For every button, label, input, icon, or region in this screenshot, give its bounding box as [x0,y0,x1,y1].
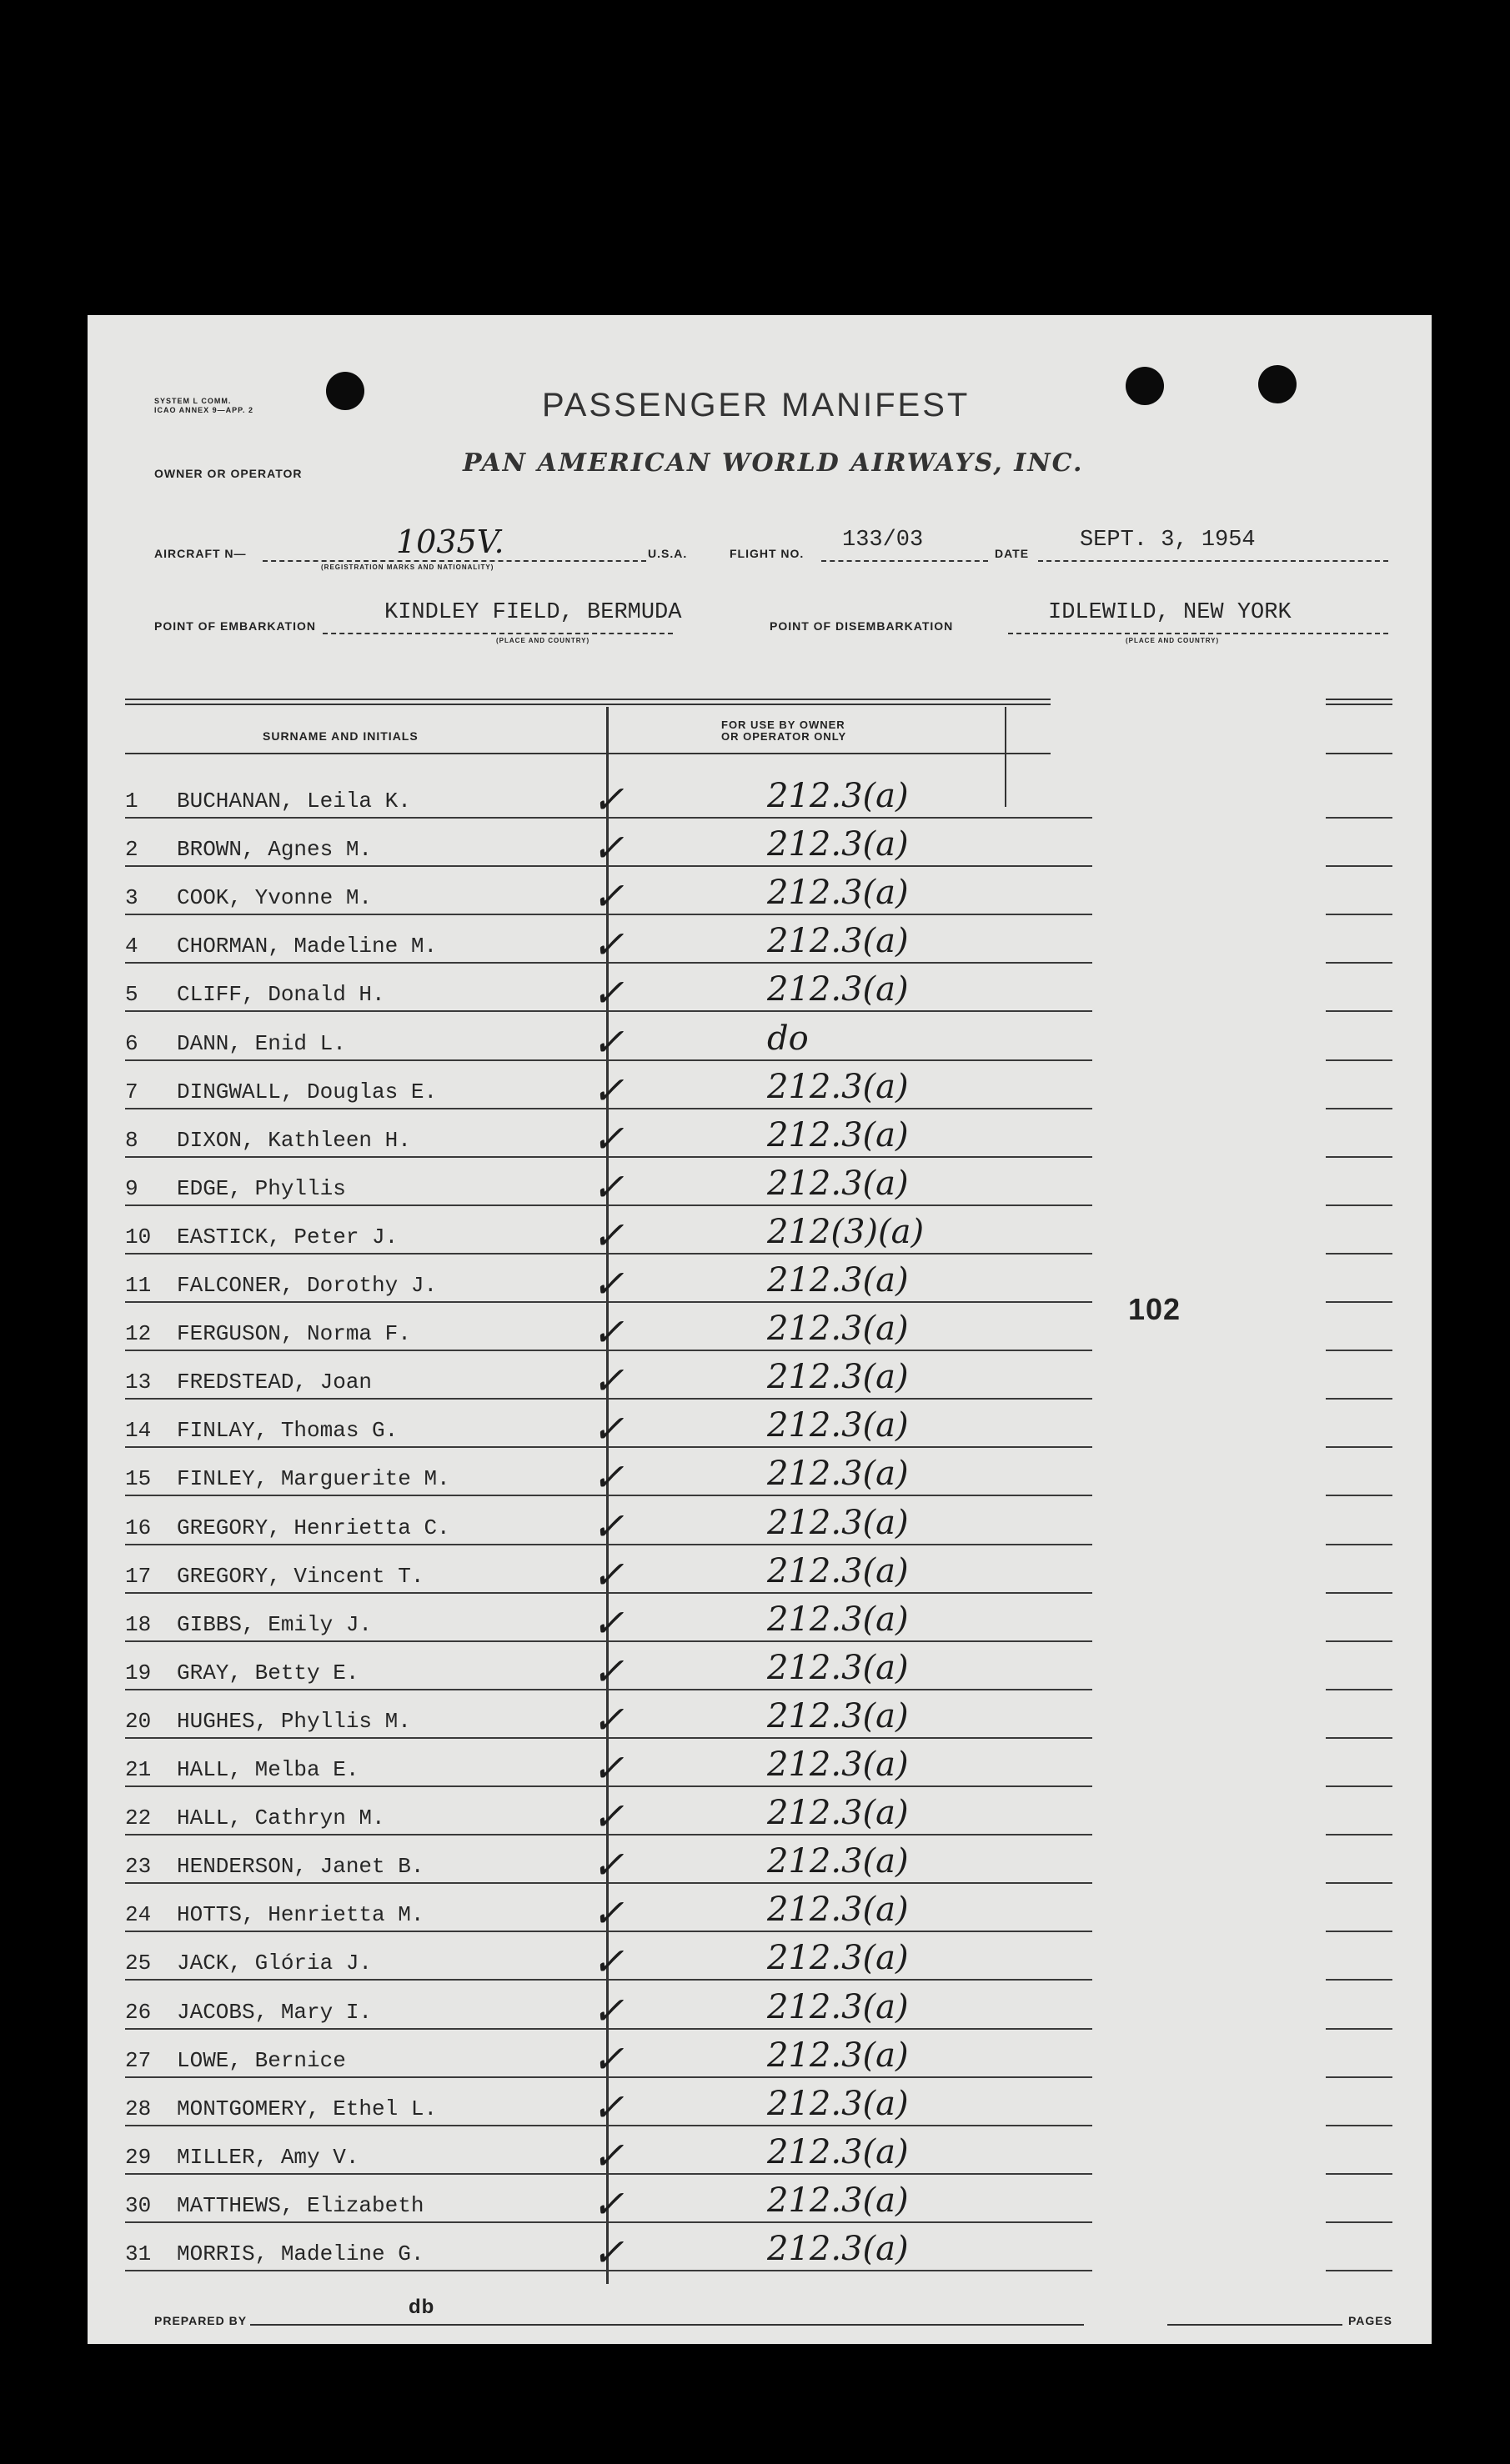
row-rule [125,817,1092,819]
passenger-name: EASTICK, Peter J. [177,1224,399,1250]
operator-code: 212.3(a) [767,2181,909,2220]
passenger-name: DINGWALL, Douglas E. [177,1079,438,1104]
row-number: 1 [125,789,138,814]
right-row-rule [1326,1253,1392,1255]
embark-underline [323,633,673,634]
row-rule [125,1834,1092,1835]
row-number: 23 [125,1854,152,1880]
check-mark-icon: ✓ [592,874,625,919]
date-label: DATE [995,547,1030,560]
check-mark-icon: ✓ [592,2230,625,2275]
row-number: 27 [125,2047,152,2073]
passenger-name: FALCONER, Dorothy J. [177,1273,438,1298]
row-number: 26 [125,1999,152,2025]
passenger-name: HUGHES, Phyllis M. [177,1708,411,1734]
right-row-rule [1326,1785,1392,1787]
col-use-header-line2: OR OPERATOR ONLY [721,730,847,743]
operator-code: 212.3(a) [767,970,909,1009]
row-rule [125,1301,1092,1303]
pages-underline [1167,2324,1342,2326]
date-value: SEPT. 3, 1954 [1080,528,1256,553]
passenger-name: FINLAY, Thomas G. [177,1418,399,1444]
col-names-header: SURNAME AND INITIALS [263,729,419,743]
row-rule [125,1495,1092,1496]
row-number: 29 [125,2144,152,2170]
row-number: 31 [125,2241,152,2266]
punch-hole [326,372,364,410]
check-mark-icon: ✓ [592,1115,625,1161]
row-number: 20 [125,1708,152,1734]
row-number: 19 [125,1660,152,1685]
operator-code: 212.3(a) [767,1987,909,2026]
passenger-name: FINLEY, Marguerite M. [177,1466,450,1492]
right-row-rule [1326,1737,1392,1739]
right-row-rule [1326,1689,1392,1690]
form-reference [154,397,253,415]
col-use-header [721,719,846,743]
row-rule [125,1398,1092,1400]
right-row-rule [1326,1446,1392,1448]
operator-code: 212.3(a) [767,1406,909,1445]
right-row-rule [1326,1350,1392,1351]
check-mark-icon: ✓ [592,1261,625,1306]
passenger-name: GREGORY, Henrietta C. [177,1515,450,1540]
check-mark-icon: ✓ [592,1406,625,1452]
check-mark-icon: ✓ [592,1696,625,1742]
passenger-name: MILLER, Amy V. [177,2144,359,2170]
row-rule [125,865,1092,867]
row-number: 11 [125,1273,152,1298]
passenger-name: JACK, Glória J. [177,1951,373,1976]
row-number: 25 [125,1951,152,1976]
form-ref-line2: ICAO ANNEX 9—APP. 2 [154,406,254,414]
passenger-name: DANN, Enid L. [177,1030,346,1056]
row-number: 21 [125,1757,152,1782]
operator-code: 212.3(a) [767,1891,909,1930]
row-number: 2 [125,837,138,863]
header-rule-top2 [125,704,1051,705]
row-rule [125,2221,1092,2223]
row-number: 10 [125,1224,152,1250]
passenger-name: LOWE, Bernice [177,2047,346,2073]
operator-code: 212.3(a) [767,1648,909,1687]
right-row-rule [1326,865,1392,867]
header-bottom-rule [125,753,1051,754]
check-mark-icon: ✓ [592,825,625,871]
row-number: 4 [125,934,138,959]
operator-code: 212.3(a) [767,874,909,913]
right-row-rule [1326,2028,1392,2030]
right-row-rule [1326,2076,1392,2078]
right-rule-top2 [1326,704,1392,705]
operator-code: 212.3(a) [767,1503,909,1542]
operator-code: 212.3(a) [767,2084,909,2123]
row-rule [125,1204,1092,1206]
operator-code: 212.3(a) [767,1358,909,1397]
right-row-rule [1326,1834,1392,1835]
passenger-name: MATTHEWS, Elizabeth [177,2192,424,2218]
operator-code: do [767,1019,809,1058]
disembark-value: IDLEWILD, NEW YORK [1048,600,1292,625]
check-mark-icon: ✓ [592,1551,625,1597]
punch-hole [1258,365,1297,403]
page-title: PASSENGER MANIFEST [542,387,971,423]
operator-code: 212(3)(a) [767,1212,925,1251]
check-mark-icon: ✓ [592,1019,625,1064]
operator-code: 212.3(a) [767,777,909,815]
row-number: 18 [125,1611,152,1637]
check-mark-icon: ✓ [592,1455,625,1500]
aircraft-underline [263,560,646,562]
embark-label: POINT OF EMBARKATION [154,619,316,633]
right-row-rule [1326,1398,1392,1400]
row-rule [125,1979,1092,1981]
row-rule [125,1350,1092,1351]
row-number: 9 [125,1175,138,1201]
aircraft-sublabel: (REGISTRATION MARKS AND NATIONALITY) [321,563,494,571]
flight-value: 133/03 [842,528,924,553]
row-rule [125,1882,1092,1884]
row-rule [125,1785,1092,1787]
right-row-rule [1326,817,1392,819]
operator-code: 212.3(a) [767,1067,909,1106]
row-rule [125,2173,1092,2175]
header-rule-top [125,699,1051,700]
check-mark-icon: ✓ [592,1648,625,1694]
disembark-sublabel: (PLACE AND COUNTRY) [1126,637,1220,644]
embark-sublabel: (PLACE AND COUNTRY) [496,637,590,644]
operator-code: 212.3(a) [767,825,909,864]
col-use-header-line1: FOR USE BY OWNER [721,719,845,731]
row-rule [125,1253,1092,1255]
operator-code: 212.3(a) [767,1164,909,1203]
row-number: 24 [125,1902,152,1928]
date-underline [1038,560,1388,562]
check-mark-icon: ✓ [592,2181,625,2226]
operator-code: 212.3(a) [767,922,909,961]
operator-code: 212.3(a) [767,1745,909,1784]
row-rule [125,1640,1092,1642]
passenger-name: GRAY, Betty E. [177,1660,359,1685]
right-row-rule [1326,2125,1392,2126]
manifest-sheet [88,315,1432,2344]
row-number: 28 [125,2096,152,2121]
check-mark-icon: ✓ [592,1987,625,2033]
owner-label: OWNER OR OPERATOR [154,467,303,480]
operator-code: 212.3(a) [767,1939,909,1978]
check-mark-icon: ✓ [592,1891,625,1936]
aircraft-label: AIRCRAFT N— [154,547,247,560]
passenger-name: BROWN, Agnes M. [177,837,373,863]
right-row-rule [1326,1592,1392,1594]
operator-code: 212.3(a) [767,1310,909,1349]
operator-code: 212.3(a) [767,1261,909,1300]
operator-code: 212.3(a) [767,1455,909,1494]
passenger-name: MORRIS, Madeline G. [177,2241,424,2266]
prepared-underline [250,2324,1084,2326]
check-mark-icon: ✓ [592,1164,625,1209]
passenger-name: COOK, Yvonne M. [177,885,373,911]
operator-code: 212.3(a) [767,1551,909,1590]
row-number: 15 [125,1466,152,1492]
passenger-name: GIBBS, Emily J. [177,1611,373,1637]
check-mark-icon: ✓ [592,1503,625,1549]
check-mark-icon: ✓ [592,1794,625,1840]
check-mark-icon: ✓ [592,2132,625,2178]
row-rule [125,962,1092,964]
row-number: 13 [125,1370,152,1395]
right-row-rule [1326,1640,1392,1642]
row-number: 12 [125,1321,152,1347]
operator-code: 212.3(a) [767,1842,909,1881]
check-mark-icon: ✓ [592,1939,625,1985]
operator-code: 212.3(a) [767,2036,909,2075]
operator-code: 212.3(a) [767,1696,909,1735]
operator-code: 212.3(a) [767,2132,909,2171]
passenger-name: HOTTS, Henrietta M. [177,1902,424,1928]
row-number: 22 [125,1805,152,1831]
passenger-name: GREGORY, Vincent T. [177,1563,424,1589]
row-rule [125,2076,1092,2078]
right-row-rule [1326,2221,1392,2223]
row-number: 17 [125,1563,152,1589]
side-count: 102 [1128,1292,1181,1326]
right-row-rule [1326,1010,1392,1012]
owner-value: PAN AMERICAN WORLD AIRWAYS, INC. [463,448,1084,478]
right-row-rule [1326,2173,1392,2175]
row-number: 16 [125,1515,152,1540]
right-row-rule [1326,962,1392,964]
right-rule-top [1326,699,1392,700]
row-rule [125,1059,1092,1061]
row-rule [125,1446,1092,1448]
right-row-rule [1326,1156,1392,1158]
check-mark-icon: ✓ [592,922,625,968]
aircraft-value: 1035V. [396,523,504,560]
row-rule [125,1592,1092,1594]
row-rule [125,1108,1092,1109]
check-mark-icon: ✓ [592,1067,625,1113]
right-row-rule [1326,1544,1392,1545]
operator-code: 212.3(a) [767,1600,909,1639]
passenger-name: HALL, Cathryn M. [177,1805,385,1831]
passenger-name: DIXON, Kathleen H. [177,1127,411,1153]
check-mark-icon: ✓ [592,2084,625,2130]
punch-hole [1126,367,1164,405]
row-rule [125,2125,1092,2126]
check-mark-icon: ✓ [592,970,625,1016]
check-mark-icon: ✓ [592,1745,625,1790]
right-row-rule [1326,1301,1392,1303]
passenger-name: JACOBS, Mary I. [177,1999,373,2025]
passenger-name: MONTGOMERY, Ethel L. [177,2096,438,2121]
row-rule [125,1010,1092,1012]
operator-code: 212.3(a) [767,1115,909,1154]
embark-value: KINDLEY FIELD, BERMUDA [384,600,682,625]
row-number: 8 [125,1127,138,1153]
passenger-name: CHORMAN, Madeline M. [177,934,438,959]
passenger-name: BUCHANAN, Leila K. [177,789,411,814]
operator-code: 212.3(a) [767,2230,909,2268]
row-rule [125,1544,1092,1545]
row-rule [125,2028,1092,2030]
passenger-row [125,2230,1092,2290]
passenger-name: FREDSTEAD, Joan [177,1370,373,1395]
prepared-value: db [409,2296,435,2318]
check-mark-icon: ✓ [592,777,625,822]
right-row-rule [1326,1108,1392,1109]
right-row-rule [1326,2270,1392,2271]
right-row-rule [1326,1931,1392,1932]
operator-code: 212.3(a) [767,1794,909,1833]
check-mark-icon: ✓ [592,1310,625,1355]
right-row-rule [1326,1882,1392,1884]
right-row-rule [1326,914,1392,915]
check-mark-icon: ✓ [592,1212,625,1258]
disembark-underline [1008,633,1388,634]
row-rule [125,1931,1092,1932]
right-rule-header [1326,753,1392,754]
passenger-name: FERGUSON, Norma F. [177,1321,411,1347]
row-number: 30 [125,2192,152,2218]
row-number: 3 [125,885,138,911]
row-number: 6 [125,1030,138,1056]
right-row-rule [1326,1059,1392,1061]
row-rule [125,914,1092,915]
usa-label: U.S.A. [648,547,688,560]
check-mark-icon: ✓ [592,1358,625,1404]
right-row-rule [1326,1204,1392,1206]
right-row-rule [1326,1979,1392,1981]
row-rule [125,1689,1092,1690]
passenger-name: HALL, Melba E. [177,1757,359,1782]
flight-label: FLIGHT NO. [730,547,805,560]
check-mark-icon: ✓ [592,1600,625,1645]
form-ref-line1: SYSTEM L COMM. [154,397,232,405]
row-rule [125,1737,1092,1739]
passenger-name: EDGE, Phyllis [177,1175,346,1201]
disembark-label: POINT OF DISEMBARKATION [770,619,954,633]
right-row-rule [1326,1495,1392,1496]
row-rule [125,2270,1092,2271]
row-number: 5 [125,982,138,1008]
pages-label: PAGES [1348,2314,1392,2327]
flight-underline [821,560,988,562]
passenger-name: HENDERSON, Janet B. [177,1854,424,1880]
row-number: 14 [125,1418,152,1444]
passenger-name: CLIFF, Donald H. [177,982,385,1008]
check-mark-icon: ✓ [592,2036,625,2081]
prepared-label: PREPARED BY [154,2314,248,2327]
check-mark-icon: ✓ [592,1842,625,1888]
row-rule [125,1156,1092,1158]
row-number: 7 [125,1079,138,1104]
